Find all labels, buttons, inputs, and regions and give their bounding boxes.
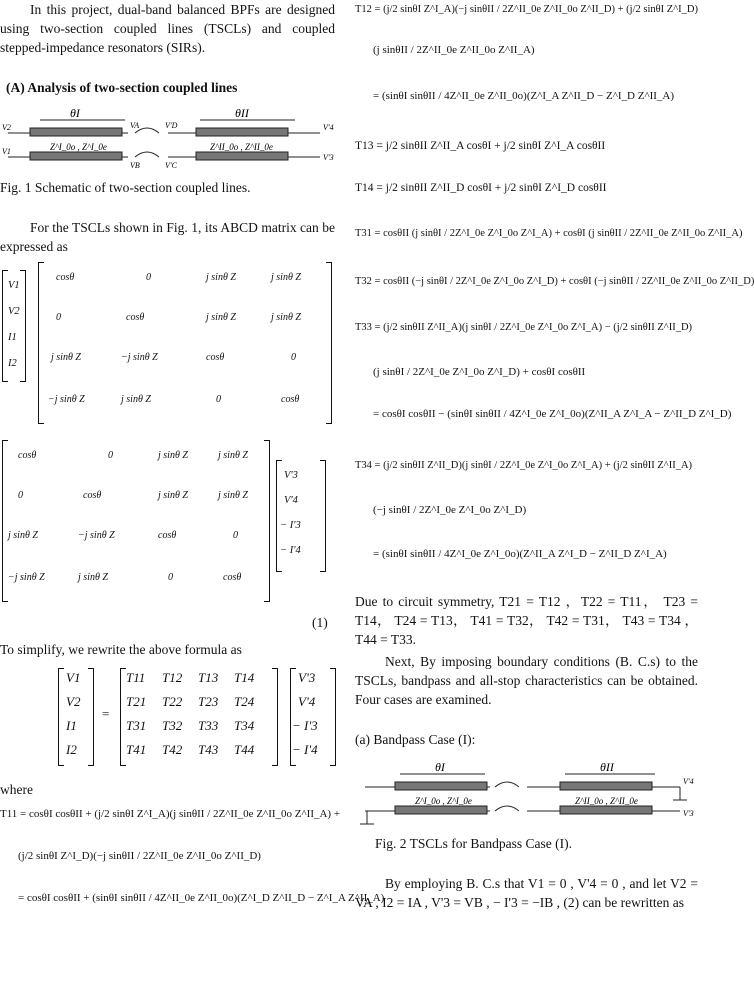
svg-text:0: 0 (56, 312, 61, 323)
fig1-v1: V1 (2, 147, 11, 156)
svg-text:−j sinθ Z: −j sinθ Z (121, 352, 158, 363)
fig1-vd: V'D (165, 121, 178, 130)
T34-line3: = (sinθI sinθII / 4Z^I_0e Z^I_0o)(Z^II_A Z^I_D − Z^II_D Z^I_A) (373, 548, 667, 560)
eq2-i2: I2 (66, 742, 77, 757)
svg-text:j sinθ Z: j sinθ Z (271, 312, 301, 323)
T-cell: T32 (162, 718, 183, 733)
rhs-bracket-close (320, 460, 326, 572)
svg-text:j sinθ Z: j sinθ Z (78, 572, 108, 583)
T11-line1: T11 = cosθI cosθII + (j/2 sinθI Z^I_A)(j sinθII / 2Z^II_0e Z^II_0o Z^II_A) + (0, 808, 341, 820)
svg-text:0: 0 (146, 272, 151, 283)
svg-text:j sinθ Z: j sinθ Z (206, 272, 236, 283)
section-heading: (A) Analysis of two-section coupled lines (6, 80, 238, 95)
fig1-va: VA (130, 121, 140, 130)
T-cell: T21 (126, 694, 147, 709)
svg-text:j sinθ Z: j sinθ Z (51, 352, 81, 363)
T11-line2: (j/2 sinθI Z^I_D)(−j sinθII / 2Z^II_0e Z^II_0o Z^II_D) (18, 850, 261, 862)
case1-label: (a) Bandpass Case (I): (355, 732, 476, 747)
svg-text:j sinθ Z: j sinθ Z (218, 490, 248, 501)
fig1-z2: Z^II_0o , Z^II_0e (210, 142, 273, 152)
fig1-theta2: θII (235, 106, 249, 120)
svg-text:j sinθ Z: j sinθ Z (218, 450, 248, 461)
eq1-matrix-second (2, 440, 337, 610)
svg-text:j sinθ Z: j sinθ Z (206, 312, 236, 323)
svg-text:cosθ: cosθ (223, 572, 242, 583)
rhs-v3p: V'3 (284, 470, 298, 481)
simplify-paragraph: To simplify, we rewrite the above formula as (0, 642, 242, 657)
where-label: where (0, 782, 33, 797)
T-cell: T13 (198, 670, 219, 685)
T-cell: T44 (234, 742, 255, 757)
T12-line2: (j sinθII / 2Z^II_0e Z^II_0o Z^II_A) (373, 44, 535, 56)
T33-line1: T33 = (j/2 sinθII Z^II_A)(j sinθI / 2Z^I_0e Z^I_0o Z^I_A) − (j/2 sinθII Z^II_D) (355, 322, 693, 333)
rhs-i4p: − I'4 (280, 545, 301, 556)
fig1-z1: Z^I_0o , Z^I_0e (50, 142, 107, 152)
eq2-rhs (290, 668, 340, 768)
fig1-v2: V2 (2, 123, 11, 132)
T32-eq: T32 = cosθII (−j sinθI / 2Z^I_0e Z^I_0o Z^I_D) + cosθI (−j sinθII / 2Z^II_0e Z^II_0o Z^II_D) (355, 276, 754, 287)
eq2-rhs-i4p: − I'4 (292, 742, 318, 757)
abcd2-cells (8, 440, 268, 600)
svg-text:−j sinθ Z: −j sinθ Z (48, 394, 85, 405)
final-paragraph: By employing B. C.s that V1 = 0 , V'4 = 0 , and let V2 = VA , I2 = IA , V'3 = VB , − I'3 = −IB , (2) can be rewritten as (355, 876, 698, 910)
svg-text:cosθ: cosθ (158, 530, 177, 541)
svg-text:j sinθ Z: j sinθ Z (8, 530, 38, 541)
abcd1-cells (46, 262, 326, 422)
eq2-lhs-bracket-close (88, 668, 94, 766)
T34-line2: (−j sinθI / 2Z^I_0e Z^I_0o Z^I_D) (373, 504, 527, 516)
fig2-v4p: V'4 (683, 777, 694, 786)
T12-line3: = (sinθI sinθII / 4Z^II_0e Z^II_0o)(Z^I_A Z^II_D − Z^I_D Z^II_A) (373, 90, 675, 102)
fig1-v4p: V'4 (323, 123, 334, 132)
eq1-number: (1) (312, 615, 328, 630)
svg-text:cosθ: cosθ (281, 394, 300, 405)
T-cell: T11 (126, 670, 146, 685)
T31-eq: T31 = cosθII (j sinθI / 2Z^I_0e Z^I_0o Z^I_A) + cosθI (j sinθII / 2Z^II_0e Z^II_0o Z^II_A) (355, 228, 743, 239)
rhs-i3p: − I'3 (280, 520, 301, 531)
abcd2-bracket-close (264, 440, 270, 602)
T34-line1: T34 = (j/2 sinθII Z^II_D)(j sinθI / 2Z^I_0e Z^I_0o Z^I_A) + (j/2 sinθII Z^II_A) (355, 460, 693, 471)
lhs-bracket-close (20, 270, 26, 382)
svg-text:cosθ: cosθ (56, 272, 75, 283)
svg-text:−j sinθ Z: −j sinθ Z (8, 572, 45, 583)
fig2-v3p: V'3 (683, 809, 694, 818)
abcd-paragraph: For the TSCLs shown in Fig. 1, its ABCD matrix can be expressed as (0, 220, 335, 254)
eq1-matrix-first (2, 262, 337, 432)
eq2-rhs-v3p: V'3 (298, 670, 316, 685)
fig1-caption: Fig. 1 Schematic of two-section coupled lines. (0, 180, 251, 195)
svg-text:0: 0 (291, 352, 296, 363)
T-cell: T12 (162, 670, 183, 685)
svg-text:j sinθ Z: j sinθ Z (121, 394, 151, 405)
T13-eq: T13 = j/2 sinθII Z^II_A cosθI + j/2 sinθI Z^I_A cosθII (355, 140, 606, 152)
fig2-schematic (355, 760, 698, 828)
svg-text:j sinθ Z: j sinθ Z (158, 450, 188, 461)
svg-text:cosθ: cosθ (18, 450, 37, 461)
fig2-theta2: θII (600, 760, 614, 774)
fig1-theta1: θI (70, 106, 80, 120)
svg-text:cosθ: cosθ (126, 312, 145, 323)
symmetry-paragraph: Due to circuit symmetry, T21 = T12 ，T22 = T11， T23 = T14， T24 = T13， T41 = T32， T42 = T31， T43 = T34 ，T44 = T33. (355, 594, 698, 647)
fig1-schematic (0, 106, 338, 168)
svg-text:j sinθ Z: j sinθ Z (271, 272, 301, 283)
T-cell: T34 (234, 718, 255, 733)
rhs-v4p: V'4 (284, 495, 298, 506)
svg-text:j sinθ Z: j sinθ Z (158, 490, 188, 501)
svg-text:cosθ: cosθ (206, 352, 225, 363)
T-cell: T41 (126, 742, 147, 757)
eq2-rhs-bracket-close (330, 668, 336, 766)
T12-line1: T12 = (j/2 sinθI Z^I_A)(−j sinθII / 2Z^II_0e Z^II_0o Z^II_D) + (j/2 sinθI Z^I_D) (355, 4, 698, 15)
T33-line2: (j sinθI / 2Z^I_0e Z^I_0o Z^I_D) + cosθI cosθII (373, 366, 586, 378)
eq2-i1: I1 (66, 718, 77, 733)
lhs-i2: I2 (8, 358, 17, 369)
intro-paragraph: In this project, dual-band balanced BPFs are designed using two-section coupled lines (TSCLs) and coupled stepped-impedance resonators (SIRs). (0, 2, 335, 55)
svg-text:0: 0 (168, 572, 173, 583)
svg-text:cosθ: cosθ (83, 490, 102, 501)
fig1-v3p: V'3 (323, 153, 334, 162)
fig2-z1: Z^I_0o , Z^I_0e (415, 796, 472, 806)
svg-text:0: 0 (18, 490, 23, 501)
T-cell: T33 (198, 718, 219, 733)
lhs-i1: I1 (8, 332, 17, 343)
T11-line3: = cosθI cosθII + (sinθI sinθII / 4Z^II_0e Z^II_0o)(Z^I_D Z^II_D − Z^I_A Z^II_A) (18, 892, 385, 904)
eq2-v1: V1 (66, 670, 81, 685)
next-paragraph: Next, By imposing boundary conditions (B. C.s) to the TSCLs, bandpass and all-stop characteristics can be obtained. Four cases are examined. (355, 654, 698, 707)
T33-line3: = cosθI cosθII − (sinθI sinθII / 4Z^I_0e Z^I_0o)(Z^II_A Z^I_A − Z^II_D Z^I_D) (373, 408, 732, 420)
T-cell: T43 (198, 742, 219, 757)
svg-text:0: 0 (233, 530, 238, 541)
T-cell: T31 (126, 718, 147, 733)
svg-text:−j sinθ Z: −j sinθ Z (78, 530, 115, 541)
T-cell: T23 (198, 694, 219, 709)
eq2-matrix (58, 668, 288, 768)
fig1-vb: VB (130, 161, 140, 170)
eq2-rhs-v4p: V'4 (298, 694, 316, 709)
abcd1-bracket-close (326, 262, 332, 424)
T-cell: T24 (234, 694, 255, 709)
eq2-v2: V2 (66, 694, 81, 709)
svg-text:0: 0 (108, 450, 113, 461)
abcd1-bracket (38, 262, 44, 424)
fig1-vc: V'C (165, 161, 177, 170)
fig2-theta1: θI (435, 760, 445, 774)
eq2-equals: = (102, 706, 110, 721)
T-cell: T42 (162, 742, 183, 757)
T-cell: T14 (234, 670, 255, 685)
T-cell: T22 (162, 694, 183, 709)
svg-text:0: 0 (216, 394, 221, 405)
lhs-v1: V1 (8, 280, 20, 291)
fig2-z2: Z^II_0o , Z^II_0e (575, 796, 638, 806)
eq2-lhs-bracket (58, 668, 64, 766)
eq2-T-bracket-close (272, 668, 278, 766)
fig2-caption: Fig. 2 TSCLs for Bandpass Case (I). (375, 836, 572, 851)
T14-eq: T14 = j/2 sinθII Z^II_D cosθI + j/2 sinθI Z^I_D cosθII (355, 182, 607, 194)
eq2-rhs-i3p: − I'3 (292, 718, 318, 733)
lhs-v2: V2 (8, 306, 20, 317)
